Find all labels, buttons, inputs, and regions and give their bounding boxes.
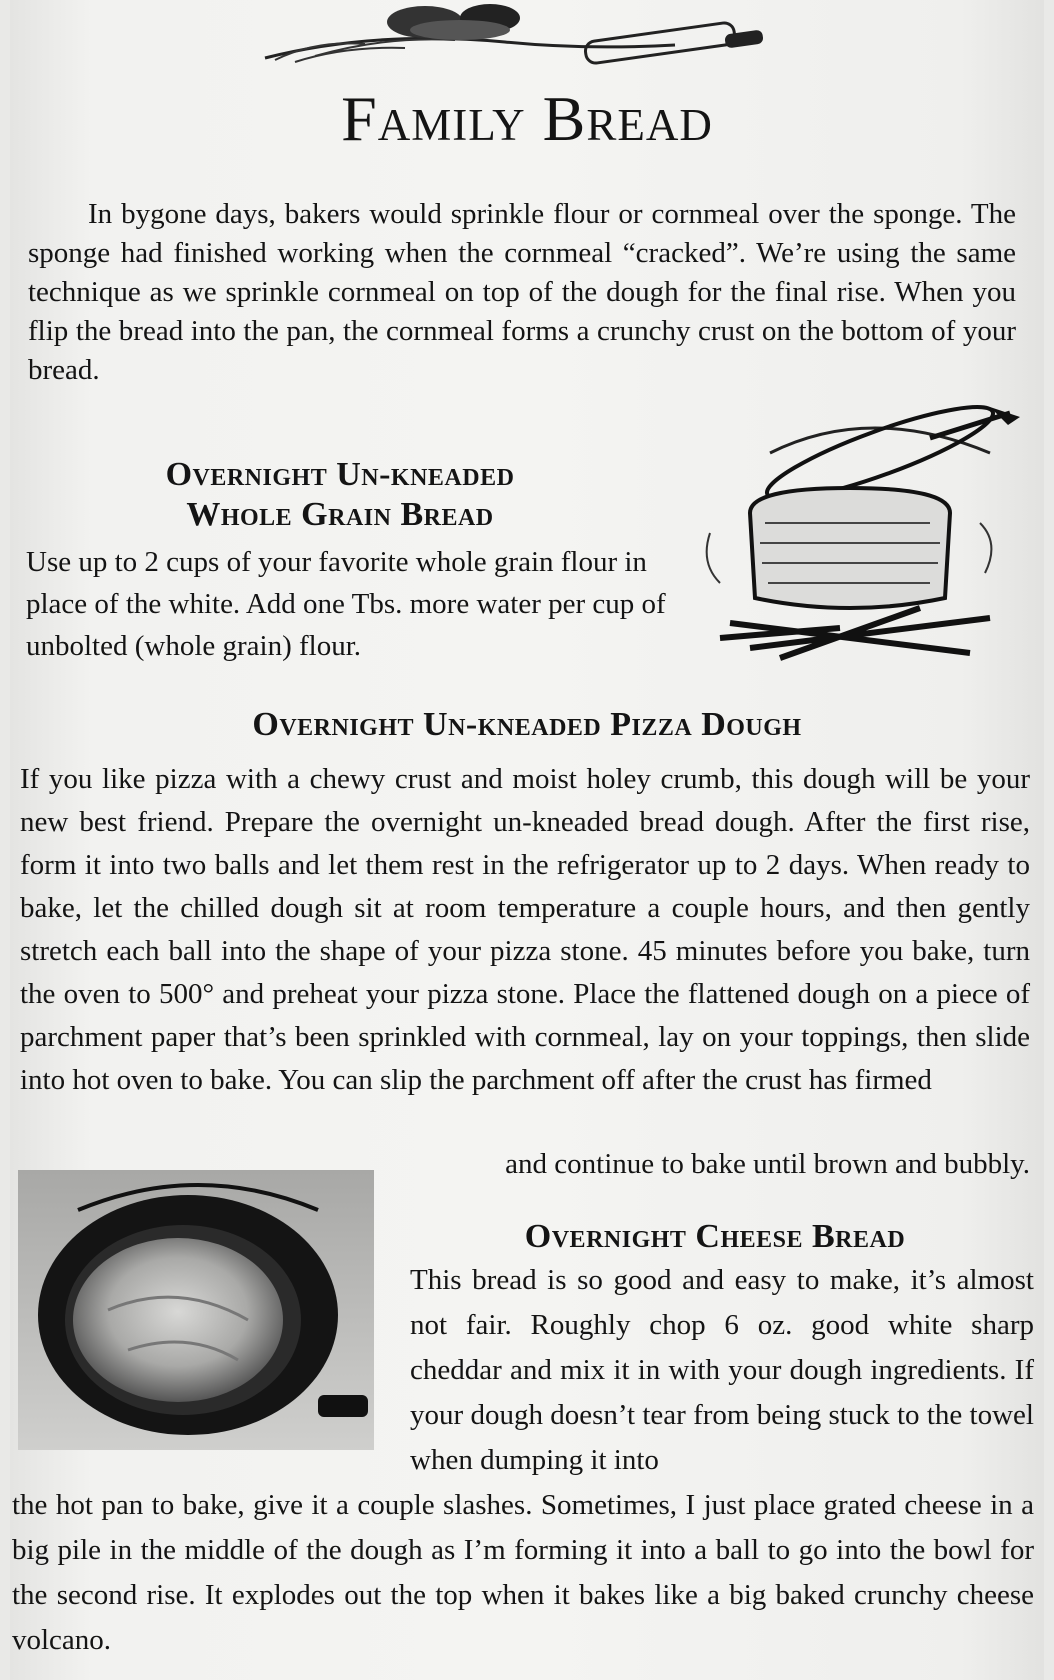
whole-grain-heading	[60, 455, 620, 535]
whole-grain-paragraph: Use up to 2 cups of your favorite whole grain flour in place of the white. Add one Tbs. more water per cup of unbolted (whole grain) flour.	[26, 546, 666, 662]
whole-grain-heading-line1: Overnight Un-kneaded	[165, 456, 515, 493]
pizza-dough-last-line: and continue to bake until brown and bubbly.	[505, 1148, 1030, 1180]
pizza-dough-paragraph: If you like pizza with a chewy crust and moist holey crumb, this dough will be your new best friend. Prepare the overnight un-kneaded bread dough. After the first rise, form it into two balls and let them rest in the refrigerator up to 2 days. When ready to bake, let the chilled dough sit at room temperature a couple hours, and then gently stretch each ball into the shape of your pizza stone. 45 minutes before you bake, turn the oven to 500° and preheat your pizza stone. Place the flattened dough on a piece of parchment paper that’s been sprinkled with cornmeal, lay on your toppings, then slide into hot oven to bake. You can slip the parchment off after the crust has firmed	[20, 763, 1030, 1096]
cheese-bread-heading: Overnight Cheese Bread	[524, 1218, 906, 1255]
page-title: Family Bread	[341, 83, 713, 154]
pizza-dough-heading: Overnight Un-kneaded Pizza Dough	[252, 706, 802, 743]
whole-grain-heading-line2: Whole Grain Bread	[186, 496, 494, 533]
cheese-bread-paragraph: This bread is so good and easy to make, it’s almost not fair. Roughly chop 6 oz. good white sharp cheddar and mix it in with your dough ingredients. If your dough doesn’t tear from being stuck to the towel when dumping it into	[410, 1264, 1034, 1476]
cheese-bread-in-dutch-oven-photo	[18, 1170, 374, 1450]
cheese-bread-paragraph-continued: the hot pan to bake, give it a couple slashes. Sometimes, I just place grated cheese in a big pile in the middle of the dough as I’m forming it into a ball to go into the bowl for the second rise. It explodes out the top when it bakes like a big baked crunchy cheese volcano.	[12, 1489, 1034, 1656]
wheat-rolling-pin-ornament	[255, 0, 765, 75]
intro-paragraph: In bygone days, bakers would sprinkle flour or cornmeal over the sponge. The sponge had finished working when the cornmeal “cracked”. We’re using the same technique as we sprinkle cornmeal on top of the dough for the final rise. When you flip the bread into the pan, the cornmeal forms a crunchy crust on the bottom of your bread.	[28, 198, 1016, 386]
dutch-oven-campfire-illustration	[690, 393, 1020, 683]
